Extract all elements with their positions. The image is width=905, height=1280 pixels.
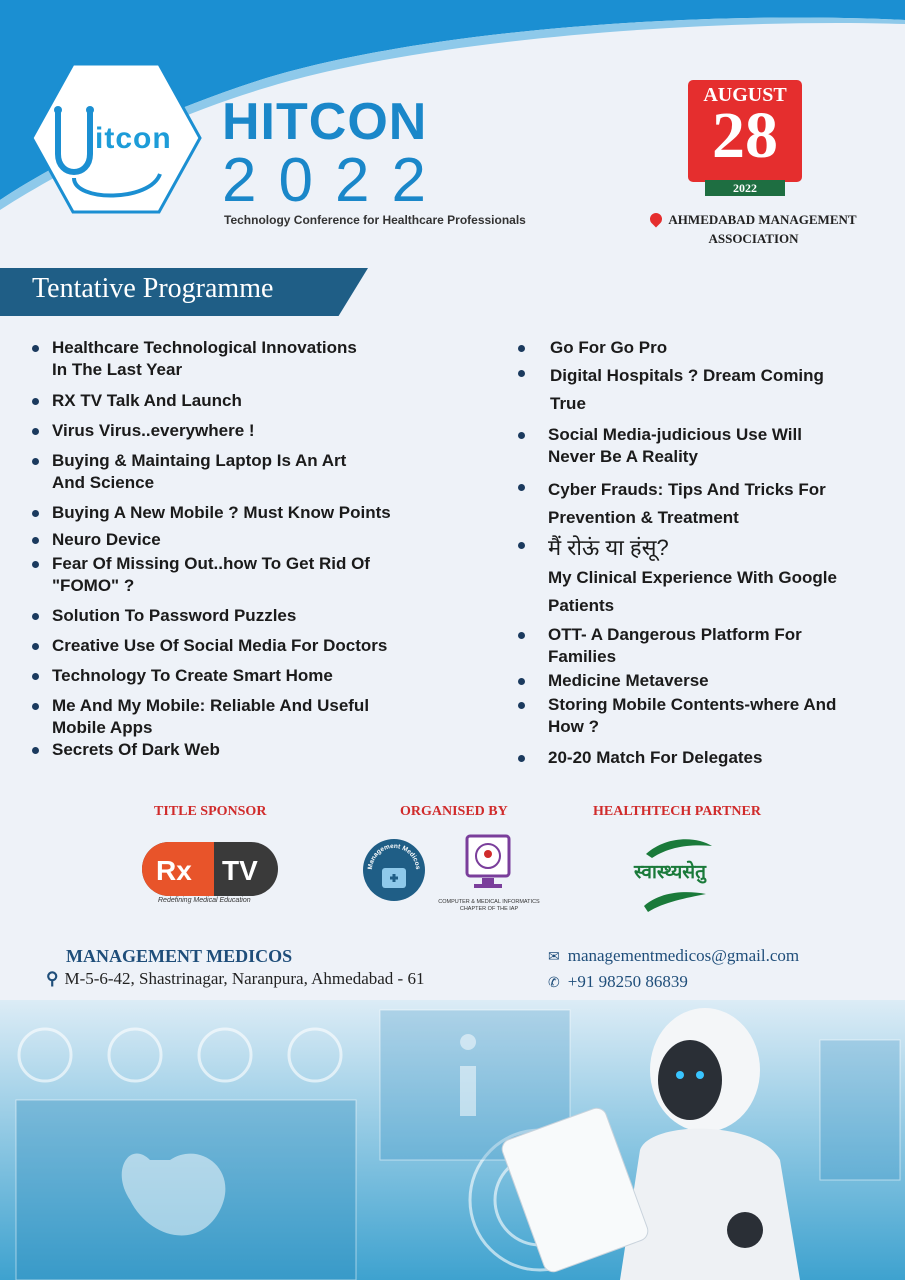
programme-item: Solution To Password Puzzles: [32, 605, 442, 627]
footer-email: [548, 946, 799, 966]
management-medicos-logo: [362, 838, 426, 902]
programme-item: Medicine Metaverse: [518, 670, 888, 692]
programme-heading: Tentative Programme: [32, 273, 274, 304]
programme-item: Fear Of Missing Out..how To Get Rid Of "FOMO" ?: [32, 553, 442, 597]
robot-illustration: [0, 1000, 905, 1280]
programme-list-right: [518, 337, 888, 769]
organised-by-label: ORGANISED BY: [400, 804, 508, 819]
programme-item: Technology To Create Smart Home: [32, 665, 442, 687]
phone-icon: ✆: [548, 976, 560, 991]
footer-phone-text: +91 98250 86839: [567, 972, 688, 991]
programme-item: Neuro Device: [32, 529, 442, 551]
programme-item: Healthcare Technological Innovations In The Last Year: [32, 337, 442, 381]
programme-item: Go For Go Pro: [518, 337, 888, 359]
footer-address: [46, 969, 424, 989]
programme-item: Storing Mobile Contents-where And How ?: [518, 694, 888, 738]
programme-item: Social Media-judicious Use Will Never Be A Reality: [518, 424, 888, 468]
programme-item: Virus Virus..everywhere !: [32, 420, 442, 442]
venue: [646, 210, 861, 248]
date-day: 28: [712, 99, 778, 172]
title-sponsor-label: TITLE SPONSOR: [154, 804, 267, 819]
rxtv-tagline: Redefining Medical Education: [158, 897, 251, 904]
location-pin-icon: ⚲: [46, 969, 59, 988]
mm-logo-text: Management Medicos: [366, 842, 422, 870]
date-month: AUGUST: [703, 84, 787, 106]
email-icon: ✉: [548, 950, 560, 965]
logo-text: itcon: [95, 122, 172, 155]
rxtv-tv-text: TV: [222, 855, 258, 886]
venue-line1: AHMEDABAD MANAGEMENT: [668, 212, 857, 227]
swasthyasetu-text: स्वास्थ्यसेतु: [634, 862, 706, 883]
programme-item: Buying & Maintaing Laptop Is An Art And Science: [32, 450, 442, 494]
cmi-chapter-logo: [464, 834, 512, 892]
programme-item: Buying A New Mobile ? Must Know Points: [32, 502, 442, 524]
programme-item: Cyber Frauds: Tips And Tricks For Prevention & Treatment: [518, 476, 888, 532]
date-badge: [688, 80, 802, 182]
healthtech-partner-label: HEALTHTECH PARTNER: [593, 804, 761, 819]
rxtv-rx-text: Rx: [156, 855, 192, 886]
programme-item: 20-20 Match For Delegates: [518, 747, 888, 769]
footer-email-text: managementmedicos@gmail.com: [567, 946, 800, 965]
programme-item: मैं रोऊं या हंसू? My Clinical Experience With Google Patients: [518, 534, 888, 620]
event-tagline: Technology Conference for Healthcare Professionals: [224, 213, 526, 227]
footer-address-text: M-5-6-42, Shastrinagar, Naranpura, Ahmedabad - 61: [64, 969, 425, 988]
event-year: 2022: [222, 146, 448, 215]
cmi-chapter-text: COMPUTER & MEDICAL INFORMATICS CHAPTER OF THE IAP: [438, 899, 540, 912]
footer-org-name: MANAGEMENT MEDICOS: [66, 946, 293, 966]
programme-item: Me And My Mobile: Reliable And Useful Mobile Apps: [32, 695, 442, 739]
event-title: HITCON: [222, 93, 428, 151]
rxtv-logo: [142, 842, 278, 896]
programme-item: Secrets Of Dark Web: [32, 739, 442, 761]
programme-item: Digital Hospitals ? Dream Coming True: [518, 362, 888, 418]
programme-item: Creative Use Of Social Media For Doctors: [32, 635, 442, 657]
date-year: 2022: [705, 180, 785, 196]
programme-item: RX TV Talk And Launch: [32, 390, 442, 412]
footer-phone: [548, 972, 688, 992]
programme-list-left: [32, 337, 442, 761]
venue-line2: ASSOCIATION: [708, 231, 799, 246]
programme-item: OTT- A Dangerous Platform For Families: [518, 624, 888, 668]
location-pin-icon: [648, 211, 665, 228]
